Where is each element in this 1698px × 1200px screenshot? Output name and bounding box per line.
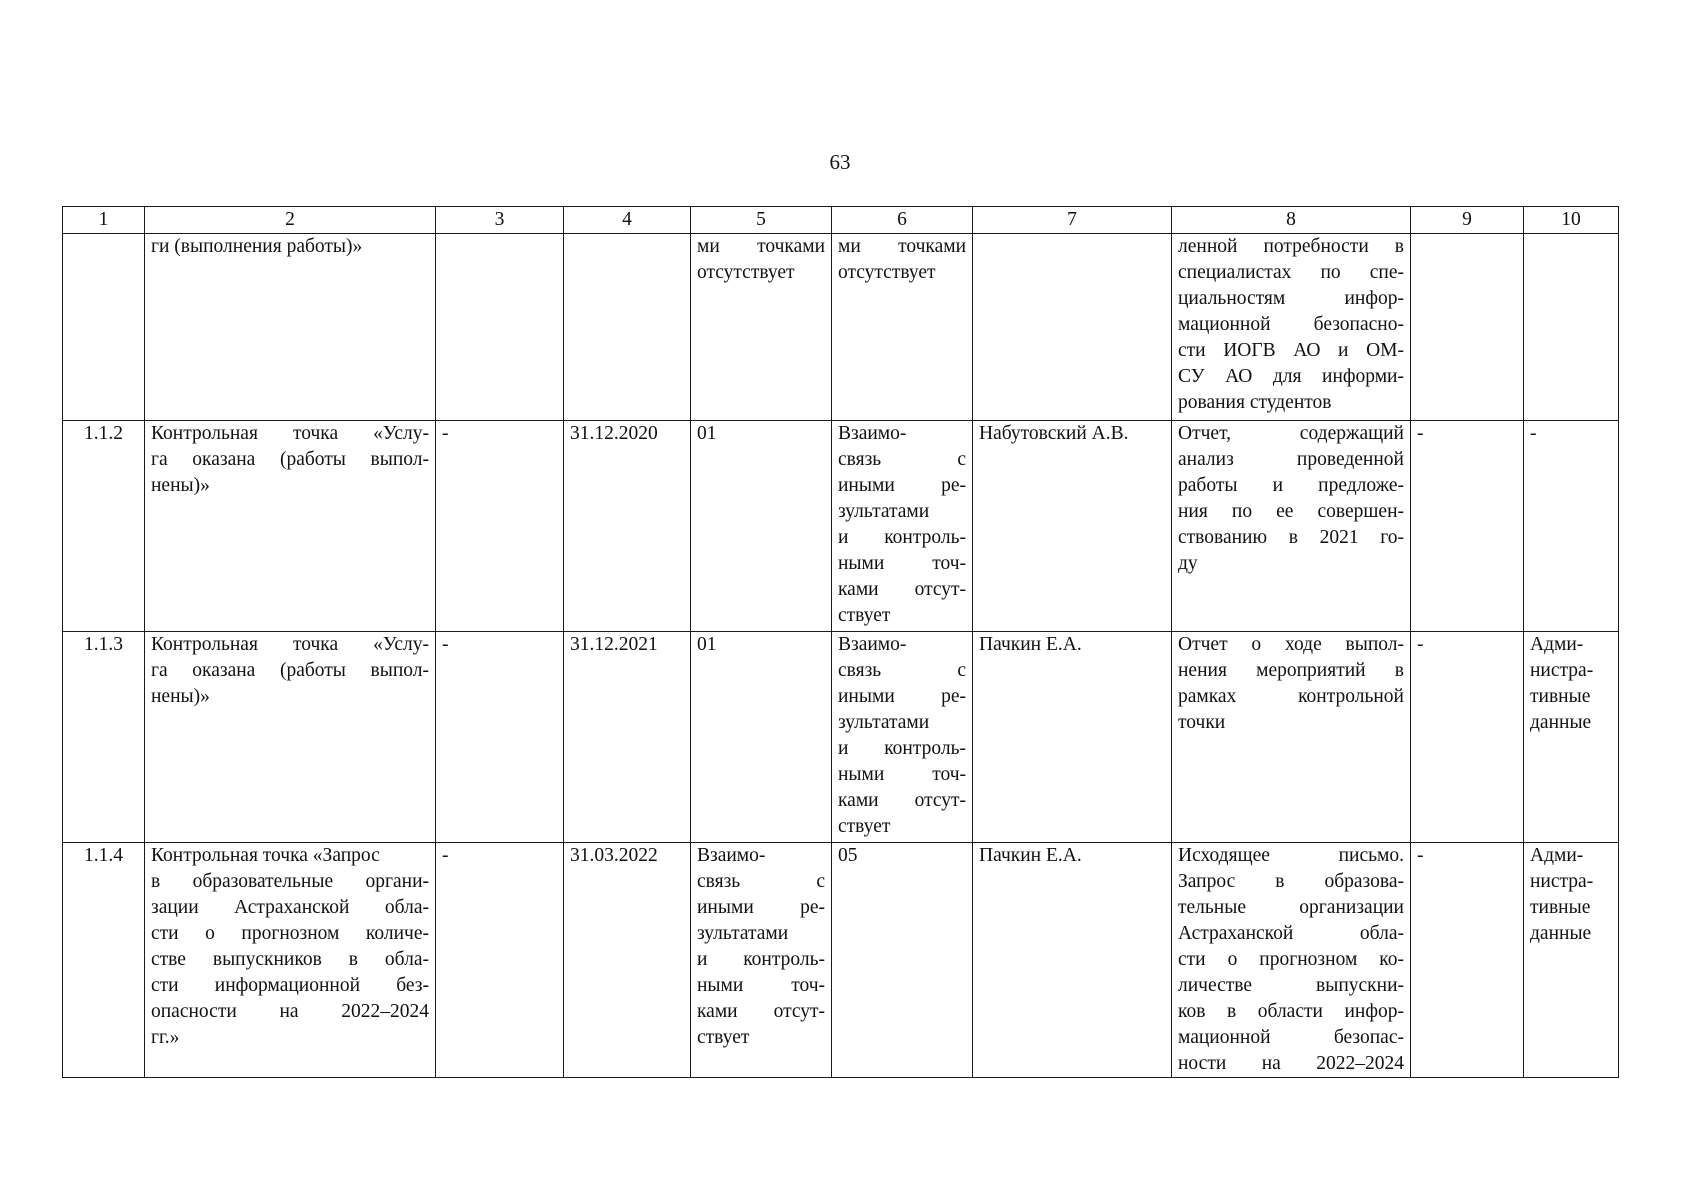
cell-line: работы и предложе-	[1178, 475, 1404, 496]
cell-col5	[691, 421, 832, 632]
cell-line: нены)»	[151, 475, 210, 496]
cell-line: ками отсут-	[838, 579, 966, 600]
cell-document	[1172, 632, 1411, 843]
table-row	[63, 843, 1619, 1078]
cell-line: анализ проведенной	[1178, 449, 1404, 470]
cell-line: гг.»	[151, 1027, 180, 1048]
cell-document	[1172, 843, 1411, 1078]
cell-line: тельные организации	[1178, 897, 1404, 918]
cell-line: 05	[838, 845, 858, 866]
cell-line: иными ре-	[697, 897, 825, 918]
cell-line: зультатами	[697, 923, 789, 944]
cell-line: 01	[697, 634, 717, 655]
table-row	[63, 421, 1619, 632]
cell-col5	[691, 234, 832, 421]
cell-line: Адми-	[1530, 845, 1584, 866]
cell-name	[145, 843, 436, 1078]
cell-level: -	[1411, 421, 1524, 632]
cell-line: ствует	[697, 1027, 750, 1048]
header-row	[63, 207, 1619, 234]
cell-prev: -	[436, 421, 564, 632]
cell-col5	[691, 843, 832, 1078]
cell-number: 1.1.4	[63, 843, 145, 1078]
cell-line: сти о прогнозном ко-	[1178, 949, 1404, 970]
cell-line: и контроль-	[697, 949, 825, 970]
cell-prev: -	[436, 843, 564, 1078]
cell-responsible: Пачкин Е.А.	[973, 843, 1172, 1078]
cell-line: иными ре-	[838, 686, 966, 707]
cell-col6	[832, 421, 973, 632]
cell-level: -	[1411, 843, 1524, 1078]
cell-line: данные	[1530, 712, 1592, 733]
cell-line: ленной потребности в	[1178, 236, 1404, 257]
cell-line: тивные	[1530, 897, 1591, 918]
cell-line: рования студентов	[1178, 392, 1332, 413]
cell-line: сти ИОГВ АО и ОМ-	[1178, 340, 1404, 361]
cell-col5	[691, 632, 832, 843]
cell-line: ствует	[838, 816, 891, 837]
cell-responsible	[973, 234, 1172, 421]
cell-line: ными точ-	[838, 764, 966, 785]
cell-line: СУ АО для информи-	[1178, 366, 1404, 387]
table-row	[63, 632, 1619, 843]
cell-prev: -	[436, 632, 564, 843]
cell-line: ду	[1178, 553, 1198, 574]
column-header: 8	[1172, 207, 1411, 234]
cell-line: и контроль-	[838, 738, 966, 759]
cell-line: связь с	[838, 449, 966, 470]
cell-line: зультатами	[838, 712, 930, 733]
cell-source	[1524, 421, 1619, 632]
cell-line: циальностям инфор-	[1178, 288, 1404, 309]
column-header: 1	[63, 207, 145, 234]
cell-line: точки	[1178, 712, 1226, 733]
cell-line: Отчет о ходе выпол-	[1178, 634, 1404, 655]
cell-line: Взаимо-	[697, 845, 766, 866]
column-header: 5	[691, 207, 832, 234]
cell-line: сти информационной без-	[151, 975, 429, 996]
cell-name	[145, 632, 436, 843]
cell-line: ными точ-	[838, 553, 966, 574]
cell-line: Астраханской обла-	[1178, 923, 1404, 944]
cell-line: специалистах по спе-	[1178, 262, 1404, 283]
cell-line: ков в области инфор-	[1178, 1001, 1404, 1022]
cell-line: -	[1530, 423, 1537, 444]
cell-name	[145, 421, 436, 632]
column-header: 2	[145, 207, 436, 234]
cell-name: ги (выполнения работы)»	[145, 234, 436, 421]
cell-line: ми точками	[697, 236, 825, 257]
cell-line: Исходящее письмо.	[1178, 845, 1404, 866]
cell-source	[1524, 234, 1619, 421]
column-header: 6	[832, 207, 973, 234]
cell-line: Запрос в образова-	[1178, 871, 1404, 892]
cell-col6	[832, 632, 973, 843]
cell-line: рамках контрольной	[1178, 686, 1404, 707]
cell-line: ками отсут-	[697, 1001, 825, 1022]
column-header: 4	[564, 207, 691, 234]
cell-line: ния по ее совершен-	[1178, 501, 1404, 522]
cell-line: отсутствует	[838, 262, 936, 283]
cell-line: Контрольная точка «Запрос	[151, 845, 380, 866]
cell-line: опасности на 2022–2024	[151, 1001, 429, 1022]
cell-line: отсутствует	[697, 262, 795, 283]
cell-number	[63, 234, 145, 421]
cell-line: Адми-	[1530, 634, 1584, 655]
cell-line: зации Астраханской обла-	[151, 897, 429, 918]
cell-line: связь с	[838, 660, 966, 681]
cell-responsible: Пачкин Е.А.	[973, 632, 1172, 843]
column-header: 3	[436, 207, 564, 234]
cell-line: га оказана (работы выпол-	[151, 449, 429, 470]
cell-level	[1411, 234, 1524, 421]
cell-line: Взаимо-	[838, 634, 907, 655]
cell-line: 01	[697, 423, 717, 444]
cell-date	[564, 234, 691, 421]
cell-line: стве выпускников в обла-	[151, 949, 429, 970]
cell-col6	[832, 234, 973, 421]
cell-line: зультатами	[838, 501, 930, 522]
cell-date: 31.12.2020	[564, 421, 691, 632]
cell-date: 31.03.2022	[564, 843, 691, 1078]
cell-line: и контроль-	[838, 527, 966, 548]
cell-line: нены)»	[151, 686, 210, 707]
cell-number: 1.1.3	[63, 632, 145, 843]
cell-responsible: Набутовский А.В.	[973, 421, 1172, 632]
cell-line: Отчет, содержащий	[1178, 423, 1404, 444]
cell-line: мационной безопасно-	[1178, 314, 1404, 335]
cell-line: ми точками	[838, 236, 966, 257]
cell-line: ствует	[838, 605, 891, 626]
cell-line: ными точ-	[697, 975, 825, 996]
cell-line: иными ре-	[838, 475, 966, 496]
cell-document	[1172, 421, 1411, 632]
cell-line: сти о прогнозном количе-	[151, 923, 429, 944]
cell-source	[1524, 843, 1619, 1078]
cell-line: нистра-	[1530, 660, 1594, 681]
column-header: 7	[973, 207, 1172, 234]
column-header: 9	[1411, 207, 1524, 234]
cell-line: нистра-	[1530, 871, 1594, 892]
cell-col6	[832, 843, 973, 1078]
cell-line: Взаимо-	[838, 423, 907, 444]
column-header: 10	[1524, 207, 1619, 234]
cell-line: связь с	[697, 871, 825, 892]
cell-date: 31.12.2021	[564, 632, 691, 843]
control-points-table	[62, 206, 1619, 1078]
cell-level: -	[1411, 632, 1524, 843]
cell-line: Контрольная точка «Услу-	[151, 423, 429, 444]
cell-line: Контрольная точка «Услу-	[151, 634, 429, 655]
cell-prev	[436, 234, 564, 421]
cell-line: ками отсут-	[838, 790, 966, 811]
page-number: 63	[829, 150, 851, 174]
cell-line: в образовательные органи-	[151, 871, 429, 892]
cell-number: 1.1.2	[63, 421, 145, 632]
cell-source	[1524, 632, 1619, 843]
cell-line: данные	[1530, 923, 1592, 944]
cell-line: ности на 2022–2024	[1178, 1053, 1404, 1074]
cell-line: ствованию в 2021 го-	[1178, 527, 1404, 548]
cell-line: га оказана (работы выпол-	[151, 660, 429, 681]
cell-document	[1172, 234, 1411, 421]
cell-line: личестве выпускни-	[1178, 975, 1404, 996]
cell-line: нения мероприятий в	[1178, 660, 1404, 681]
cell-line: тивные	[1530, 686, 1591, 707]
cell-line: мационной безопас-	[1178, 1027, 1404, 1048]
table-row	[63, 234, 1619, 421]
